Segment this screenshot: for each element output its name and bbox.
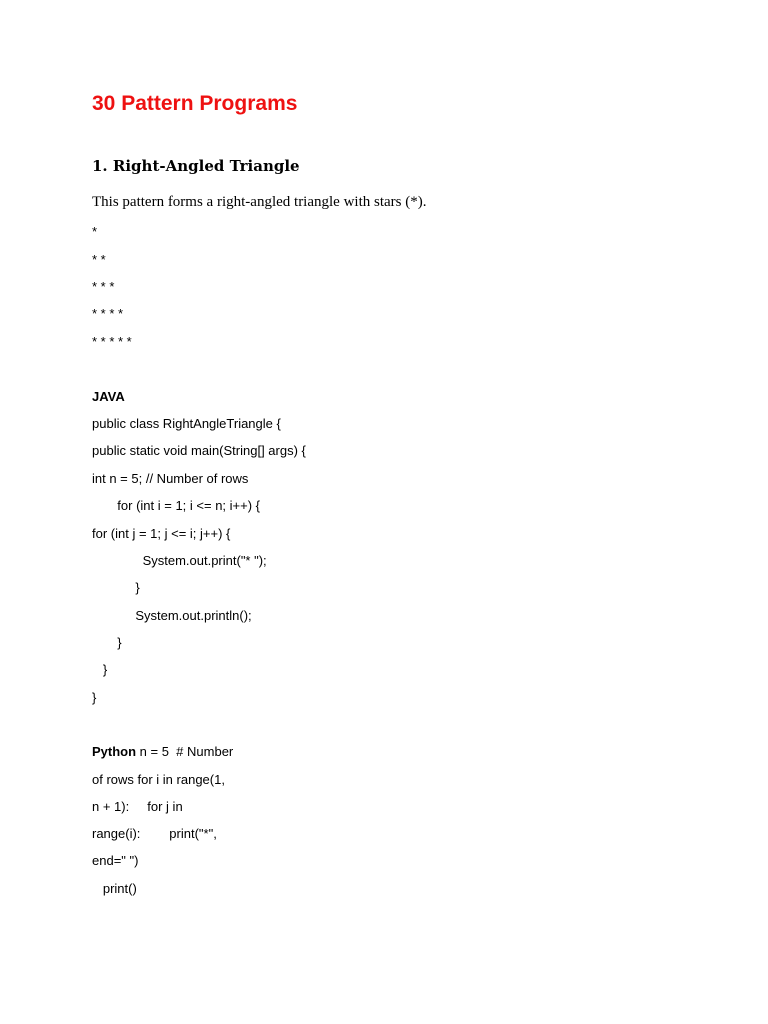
pattern-line-1: * <box>92 224 98 239</box>
python-code-line: n = 5 # Number <box>136 744 234 759</box>
python-first-line <box>92 744 233 760</box>
java-code-line: System.out.print("* "); <box>92 553 267 568</box>
pattern-line-3: * * * <box>92 279 115 294</box>
python-code-line: n + 1): for j in <box>92 799 183 814</box>
section-heading: 1. Right-Angled Triangle <box>92 157 300 175</box>
java-code-line: System.out.println(); <box>92 608 252 623</box>
description-paragraph: This pattern forms a right-angled triangle with stars (*). <box>92 194 427 210</box>
python-code-line: range(i): print("*", <box>92 826 217 841</box>
java-code-line: } <box>92 635 122 650</box>
java-label: JAVA <box>92 389 125 404</box>
python-label: Python <box>92 744 137 759</box>
pattern-line-5: * * * * * <box>92 334 132 349</box>
python-code-line: end=" ") <box>92 853 139 868</box>
java-code-line: int n = 5; // Number of rows <box>92 471 249 486</box>
java-code-line: } <box>92 662 108 677</box>
java-code-line: public static void main(String[] args) { <box>92 443 306 458</box>
pattern-line-2: * * <box>92 252 106 267</box>
java-code-line: } <box>92 690 97 705</box>
python-code-line: print() <box>92 881 137 896</box>
java-code-line: for (int j = 1; j <= i; j++) { <box>92 526 231 541</box>
pattern-line-4: * * * * <box>92 306 124 321</box>
python-code-line: of rows for i in range(1, <box>92 772 225 787</box>
document-title: 30 Pattern Programs <box>92 92 298 115</box>
java-code-line: for (int i = 1; i <= n; i++) { <box>92 498 260 513</box>
java-code-line: public class RightAngleTriangle { <box>92 416 281 431</box>
java-code-line: } <box>92 580 140 595</box>
